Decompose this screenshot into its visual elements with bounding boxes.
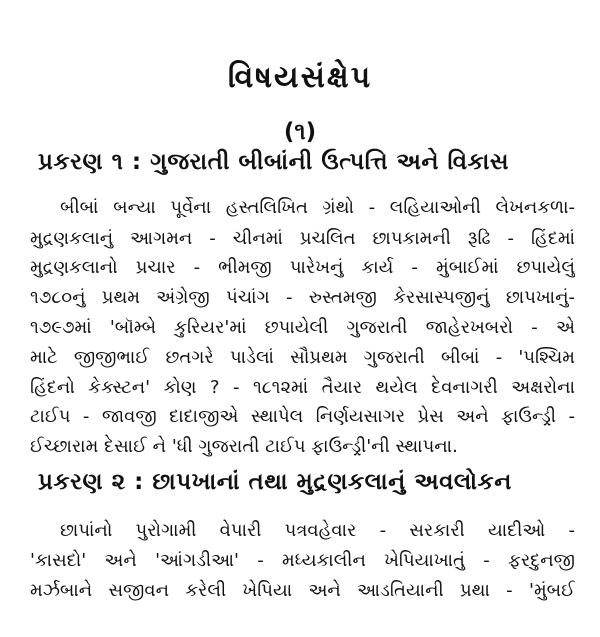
chapter-1-line: ટાઈપ - જાવજી દાદાજીએ સ્થાપેલ નિર્ણયસાગર પ્રેસ અને ફાઉન્ડ્રી - xyxy=(30,406,575,427)
chapter-2-line: 'કાસદો' અને 'આંગડીઆ' - મધ્યકાલીન ખેપિયાખાતું - ફરદુનજી xyxy=(30,550,575,571)
chapter-1-line: ૧૭૮૦નું પ્રથમ અંગ્રેજી પંચાંગ - રુસ્તમજી કેરસાસ્પજીનું છાપખાનું- xyxy=(30,287,575,308)
chapter-1-line: મુદ્રણકલાનો પ્રચાર - ભીમજી પારેખનું કાર્ય - મુંબાઈમાં છપાયેલું xyxy=(30,257,575,278)
chapter-2-line: મર્ઝબાને સજીવન કરેલી ખેપિયા અને આડતિયાની પ્રથા - 'મુંબઈ xyxy=(30,580,575,601)
chapter-1-line: ૧૭૯૭માં 'બૉમ્બે કુરિયર'માં છપાયેલી ગુજરાતી જાહેરખબરો - એ xyxy=(30,317,575,338)
chapter-1-line: બીબાં બન્યા પૂર્વેના હસ્તલિખિત ગ્રંથો - લહિયાઓની લેખનકળા- xyxy=(60,197,575,218)
section-number: (૧) xyxy=(283,119,317,145)
chapter-1-line: માટે જીજીભાઈ છતગરે પાડેલાં સૌપ્રથમ ગુજરાતી બીબાં - 'પશ્ચિમ xyxy=(30,347,575,368)
chapter-2-line: છાપાંનો પુરોગામી વેપારી પત્રવહેવાર - સરકારી યાદીઓ - xyxy=(60,520,575,541)
chapter-1-line: મુદ્રણકલાનું આગમન - ચીનમાં પ્રચલિત છાપકામની રૂઢિ - હિંદમાં xyxy=(30,228,575,249)
chapter-1-line: ઈચ્છારામ દેસાઈ ને 'ધી ગુજરાતી ટાઈપ ફાઉન્ડ્રી'ની સ્થાપના. xyxy=(30,436,458,457)
chapter-1-line: હિંદનો કેક્સ્ટન' કોણ ? - ૧૮૧૨માં તૈયાર થયેલ દેવનાગરી અક્ષરોના xyxy=(30,377,575,398)
chapter-2-heading: પ્રકરણ ૨ : છાપખાનાં તથા મુદ્રણકલાનું અવલોકન xyxy=(38,469,512,495)
chapter-1-heading: પ્રકરણ ૧ : ગુજરાતી બીબાંની ઉત્પત્તિ અને વિકાસ xyxy=(38,149,510,175)
page-title: વિષયસંક્ષેપ xyxy=(227,60,373,95)
